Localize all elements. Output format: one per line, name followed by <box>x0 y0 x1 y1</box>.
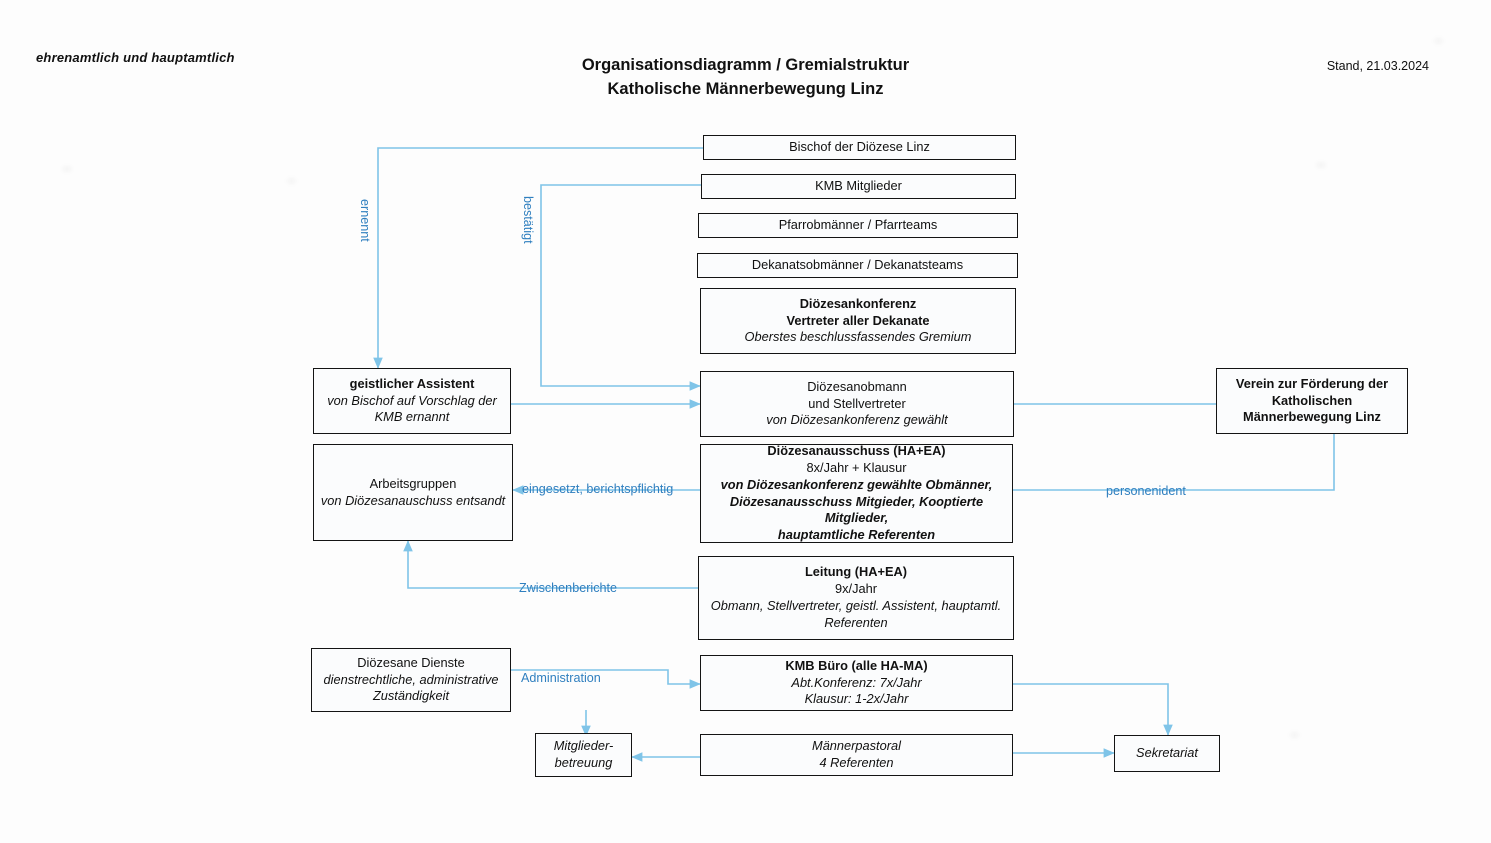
node-verein-line-2: Männerbewegung Linz <box>1243 409 1381 425</box>
node-dioezesanausschuss[interactable] <box>700 444 1013 543</box>
node-dioezesane-dienste-line-0: Diözesane Dienste <box>357 654 465 670</box>
node-arbeitsgruppen-line-0: Arbeitsgruppen <box>369 475 457 491</box>
node-kmb-buero[interactable] <box>700 655 1013 711</box>
node-dioezesanausschuss-line-4: hauptamtliche Referenten <box>777 527 936 543</box>
node-maennerpastoral[interactable] <box>700 734 1013 776</box>
node-dioezesane-dienste-line-2: Zuständigkeit <box>372 688 450 704</box>
node-dioezesanausschuss-line-0: Diözesanausschuss (HA+EA) <box>767 442 946 458</box>
node-kmb-mitglieder[interactable] <box>701 174 1016 199</box>
node-geistlicher-assistent[interactable] <box>313 368 511 434</box>
scan-artifact <box>1316 162 1326 168</box>
node-dioezesane-dienste-line-1: dienstrechtliche, administrative <box>323 671 499 687</box>
edge-label-administration: Administration <box>521 671 601 685</box>
page-title <box>0 54 1491 102</box>
node-dioezesankonferenz-line-2: Oberstes beschlussfassendes Gremium <box>744 329 972 345</box>
node-mitgliederbetreuung-line-1: betreuung <box>554 755 613 770</box>
node-sekretariat-line-0: Sekretariat <box>1136 745 1198 761</box>
node-dioezesanobmann-line-0: Diözesanobmann <box>807 378 907 394</box>
page-title-line1: Organisationsdiagramm / Gremialstruktur <box>581 56 910 74</box>
node-dioezesankonferenz-line-1: Vertreter aller Dekanate <box>786 312 930 328</box>
node-dioezesanausschuss-line-1: 8x/Jahr + Klausur <box>806 459 907 475</box>
node-geistlicher-assistent-line-2: KMB ernannt <box>374 409 450 425</box>
node-geistlicher-assistent-line-0: geistlicher Assistent <box>349 375 475 391</box>
node-bischof-line-0: Bischof der Diözese Linz <box>789 139 930 155</box>
edge-label-bestaetigt: bestätigt <box>521 196 535 244</box>
scan-artifact <box>1290 732 1299 738</box>
node-dioezesanobmann-line-1: und Stellvertreter <box>808 395 906 411</box>
edge-label-personenident: personenident <box>1106 484 1186 498</box>
node-pfarrobmaenner-line-0: Pfarrobmänner / Pfarrteams <box>778 217 938 233</box>
node-dioezesanausschuss-line-3: Diözesanausschuss Mitgieder, Kooptierte Mitglieder, <box>729 493 984 526</box>
node-dekanatsobmaenner[interactable] <box>697 253 1018 278</box>
node-arbeitsgruppen[interactable] <box>313 444 513 541</box>
node-verein[interactable] <box>1216 368 1408 434</box>
node-dioezesanobmann-line-2: von Diözesankonferenz gewählt <box>766 412 948 428</box>
node-leitung-line-3: Referenten <box>824 614 888 630</box>
node-dekanatsobmaenner-line-0: Dekanatsobmänner / Dekanatsteams <box>751 257 964 273</box>
node-geistlicher-assistent-line-1: von Bischof auf Vorschlag der <box>327 392 497 408</box>
node-verein-line-0: Verein zur Förderung der <box>1235 375 1389 391</box>
node-kmb-buero-line-2: Klausur: 1-2x/Jahr <box>804 691 909 707</box>
node-dioezesankonferenz-line-0: Diözesankonferenz <box>799 295 917 311</box>
node-arbeitsgruppen-line-1: von Diözesanauschuss entsandt <box>320 492 506 508</box>
node-leitung-line-2: Obmann, Stellvertreter, geistl. Assistent, hauptamtl. <box>710 598 1002 613</box>
node-leitung[interactable] <box>698 556 1014 640</box>
node-mitgliederbetreuung[interactable] <box>535 733 632 777</box>
node-dioezesankonferenz[interactable] <box>700 288 1016 354</box>
node-bischof[interactable] <box>703 135 1016 160</box>
node-sekretariat[interactable] <box>1114 735 1220 772</box>
node-maennerpastoral-line-0: Männerpastoral <box>812 738 901 754</box>
node-leitung-line-1: 9x/Jahr <box>835 581 877 597</box>
node-kmb-mitglieder-line-0: KMB Mitglieder <box>815 178 902 194</box>
header-date: Stand, 21.03.2024 <box>1326 59 1429 73</box>
edge-label-zwischenberichte: Zwischenberichte <box>519 581 617 595</box>
header-left-note: ehrenamtlich und hauptamtlich <box>36 50 235 65</box>
node-pfarrobmaenner[interactable] <box>698 213 1018 238</box>
node-kmb-buero-line-1: Abt.Konferenz: 7x/Jahr <box>791 674 922 690</box>
scan-artifact <box>287 178 296 184</box>
scan-artifact <box>62 166 72 172</box>
scan-artifact <box>1434 38 1443 44</box>
node-leitung-line-0: Leitung (HA+EA) <box>804 564 907 580</box>
edge-label-ernennt: ernennt <box>358 199 372 242</box>
node-dioezesanausschuss-line-2: von Diözesankonferenz gewählte Obmänner, <box>720 476 993 492</box>
node-kmb-buero-line-0: KMB Büro (alle HA-MA) <box>785 657 928 673</box>
page-title-line2: Katholische Männerbewegung Linz <box>607 79 884 98</box>
node-mitgliederbetreuung-line-0: Mitglieder- <box>553 738 614 754</box>
node-maennerpastoral-line-1: 4 Referenten <box>819 755 894 770</box>
node-dioezesane-dienste[interactable] <box>311 648 511 712</box>
edge-label-eingesetzt: eingesetzt, berichtspflichtig <box>522 482 674 496</box>
node-dioezesanobmann[interactable] <box>700 371 1014 437</box>
node-verein-line-1: Katholischen <box>1271 392 1353 408</box>
